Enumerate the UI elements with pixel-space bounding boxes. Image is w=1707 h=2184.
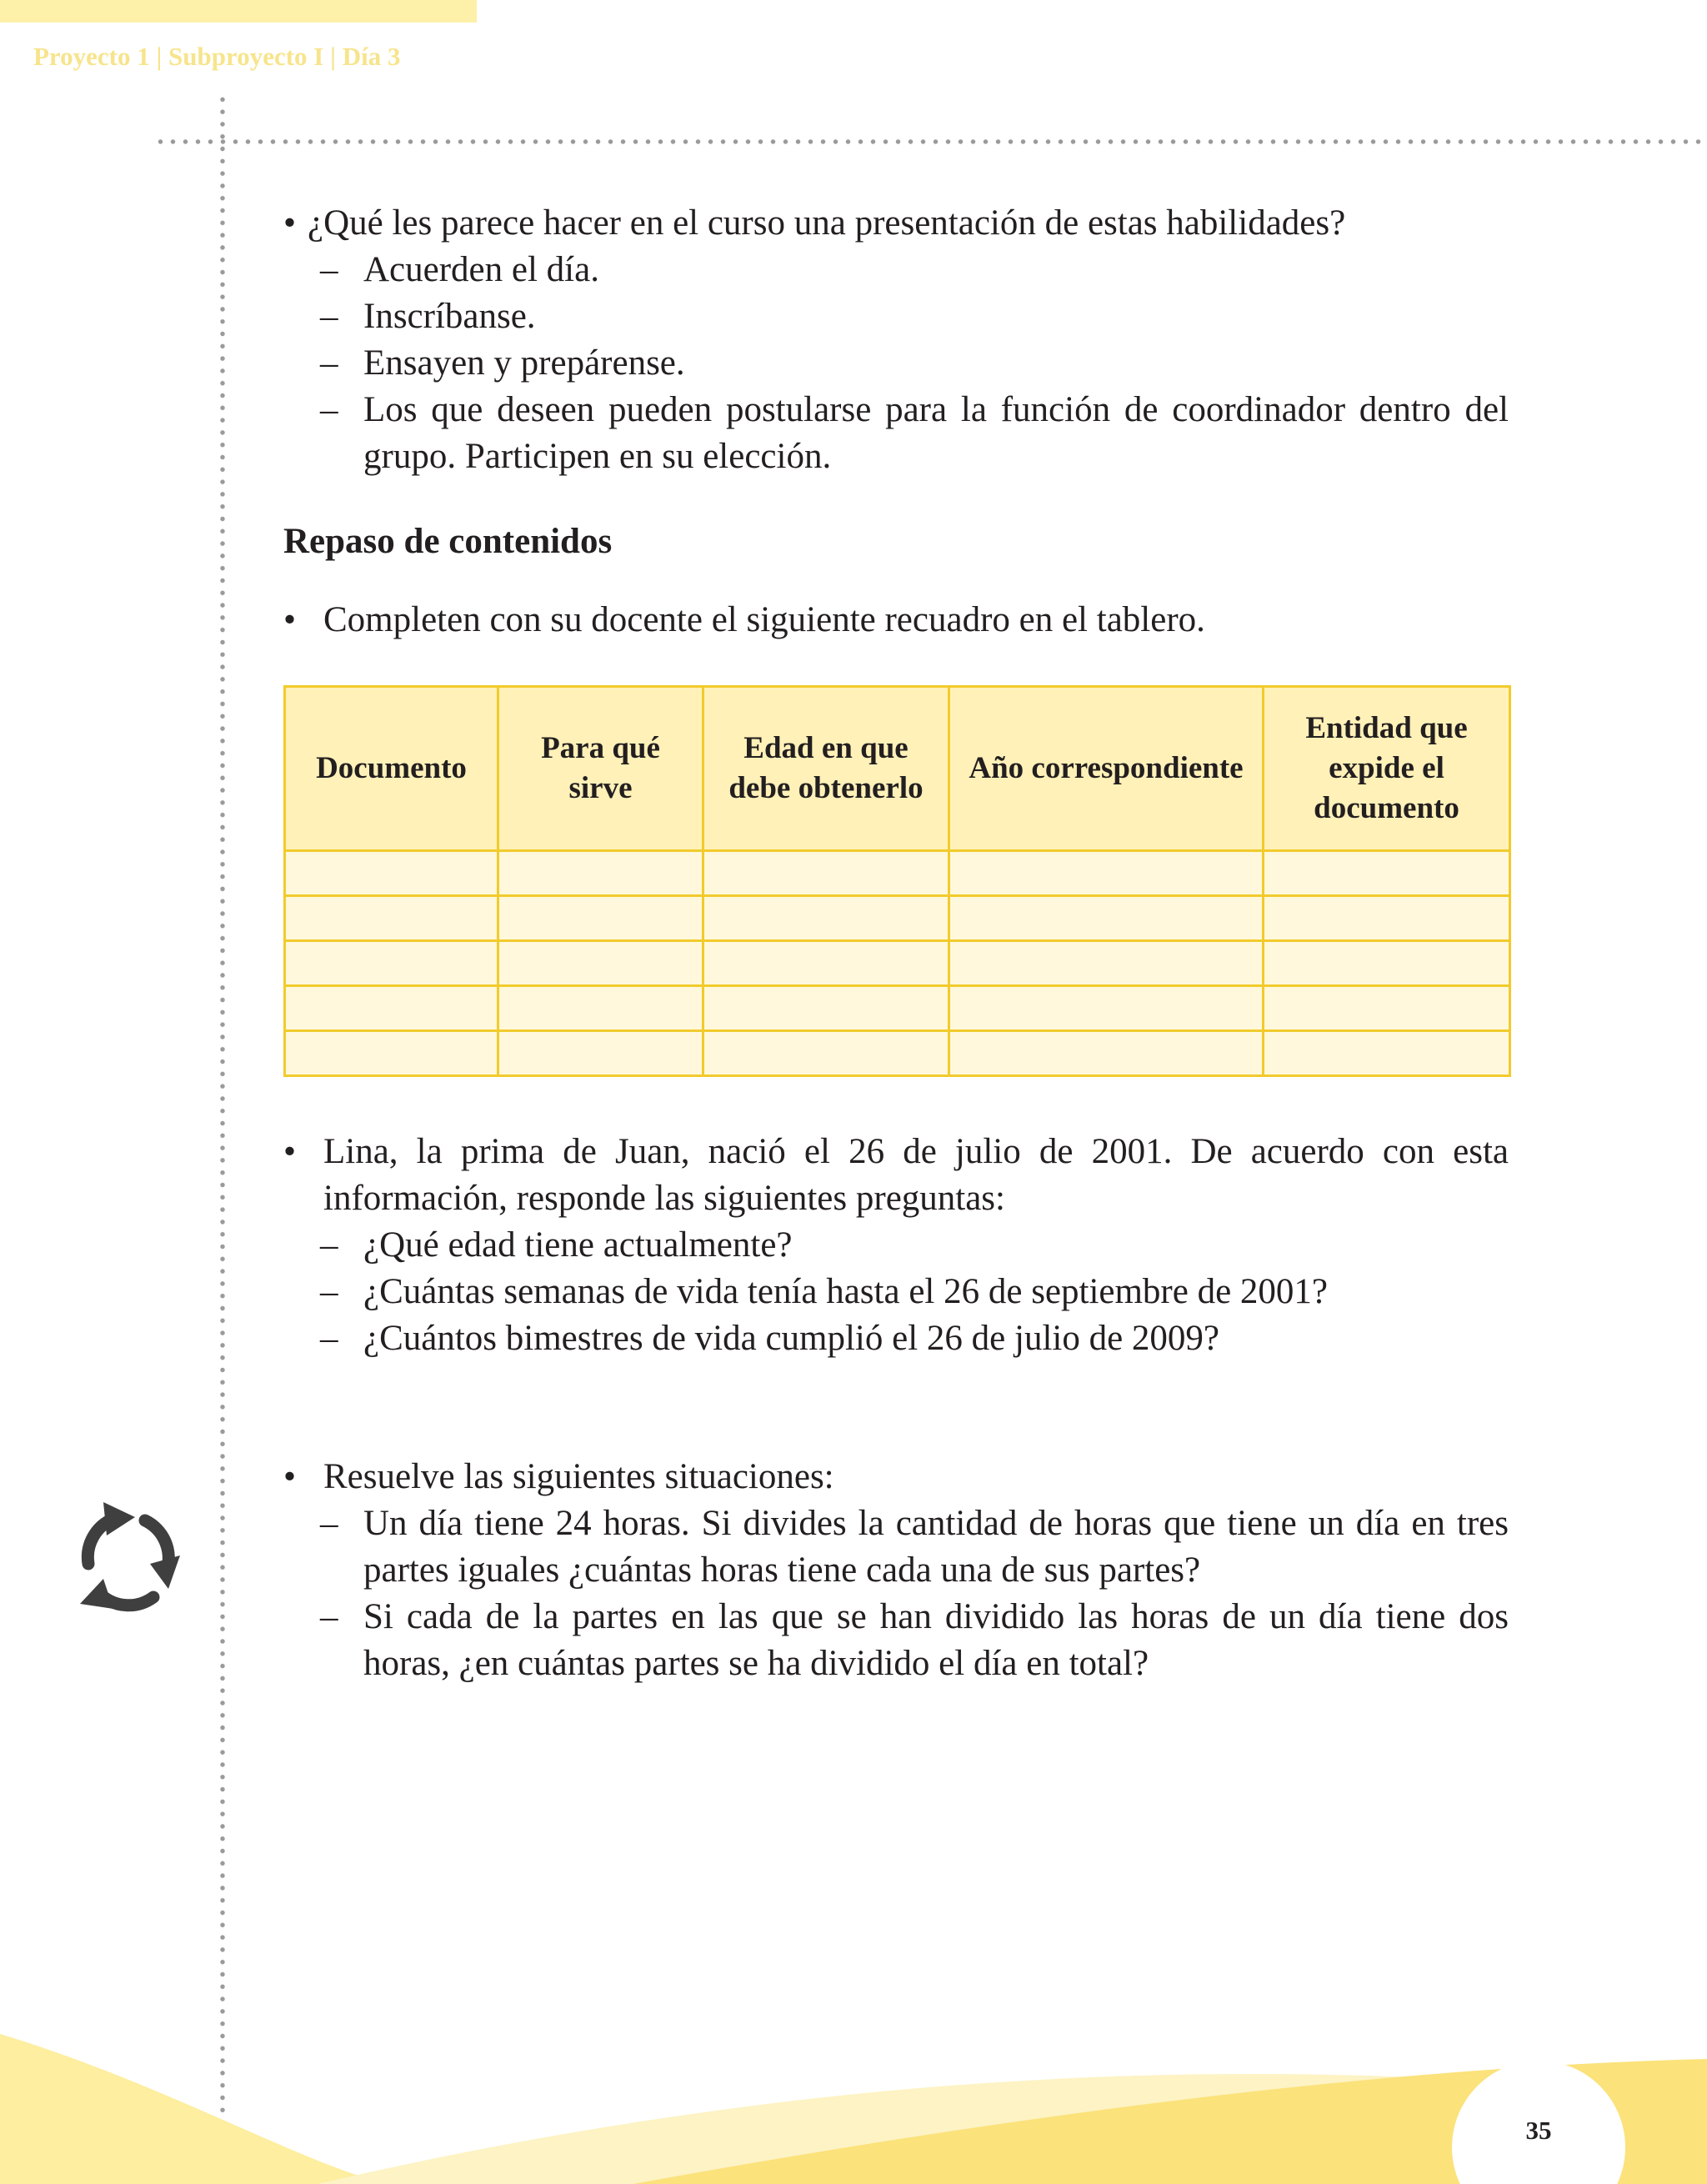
table-cell <box>285 1031 498 1076</box>
intro-list <box>283 247 1509 480</box>
footer-wave-decoration <box>0 2034 1707 2184</box>
table-row <box>285 986 1510 1031</box>
bullet-icon: • <box>283 203 297 243</box>
list-item: – ¿Qué edad tiene actualmente? <box>283 1222 1509 1269</box>
table-row <box>285 941 1510 986</box>
dash-icon: – <box>320 390 338 429</box>
table-cell <box>498 896 703 941</box>
bullet-icon: • <box>283 1132 297 1171</box>
dash-icon: – <box>320 1225 338 1265</box>
column-header: Documento <box>285 687 498 851</box>
dash-icon: – <box>320 343 338 383</box>
column-header: Para qué sirve <box>498 687 703 851</box>
table-cell <box>498 941 703 986</box>
wave-left <box>0 2034 392 2184</box>
dash-icon: – <box>320 1504 338 1543</box>
table-cell <box>703 1031 949 1076</box>
list-item: – Acuerden el día. <box>283 247 1509 293</box>
column-header: Año correspondiente <box>949 687 1264 851</box>
dotted-rule-vertical <box>219 93 226 2184</box>
bullet-icon: • <box>283 1457 297 1496</box>
running-head: Proyecto 1 | Subproyecto I | Día 3 <box>33 42 401 71</box>
table-cell <box>949 1031 1264 1076</box>
table-cell <box>703 896 949 941</box>
table-cell <box>949 941 1264 986</box>
dash-icon: – <box>320 250 338 289</box>
table-cell <box>1264 986 1510 1031</box>
arrow-head <box>103 1502 135 1535</box>
intro-question: • ¿Qué les parece hacer en el curso una presentación de estas habilidades? <box>283 200 1509 247</box>
recycle-arrows-icon <box>55 1484 198 1625</box>
dash-icon: – <box>320 1272 338 1311</box>
table-cell <box>285 851 498 896</box>
table-cell <box>703 941 949 986</box>
bullet-icon: • <box>283 600 297 639</box>
table-cell <box>949 851 1264 896</box>
table-row <box>285 851 1510 896</box>
dash-icon: – <box>320 297 338 336</box>
list-item: – Ensayen y prepárense. <box>283 340 1509 387</box>
table-cell <box>498 1031 703 1076</box>
review-table <box>283 685 1511 1077</box>
arrow-head <box>150 1555 180 1589</box>
section-heading: Repaso de contenidos <box>283 522 613 561</box>
table-row <box>285 896 1510 941</box>
table-cell <box>1264 851 1510 896</box>
list-item: – Si cada de la partes en las que se han dividido las horas de un día tiene dos horas, ¿en cuántas partes se ha dividido el día en total? <box>283 1594 1509 1687</box>
list-item: – ¿Cuántos bimestres de vida cumplió el 26 de julio de 2009? <box>283 1315 1509 1362</box>
list-item: – Un día tiene 24 horas. Si divides la cantidad de horas que tiene un día en tres partes iguales ¿cuántas horas tiene cada una de sus partes? <box>283 1500 1509 1594</box>
table-cell <box>949 896 1264 941</box>
table-cell <box>285 986 498 1031</box>
table-cell <box>1264 1031 1510 1076</box>
table-cell <box>1264 896 1510 941</box>
dash-icon: – <box>320 1319 338 1358</box>
table-row <box>285 1031 1510 1076</box>
page-content <box>283 200 1509 1687</box>
dash-icon: – <box>320 1597 338 1636</box>
list-item: – ¿Cuántas semanas de vida tenía hasta el 26 de septiembre de 2001? <box>283 1269 1509 1315</box>
review-instruction: • Completen con su docente el siguiente recuadro en el tablero. <box>283 597 1509 644</box>
table-cell <box>949 986 1264 1031</box>
lina-question-list <box>283 1222 1509 1362</box>
situations-list <box>283 1500 1509 1687</box>
table-cell <box>285 941 498 986</box>
table-cell <box>498 986 703 1031</box>
table-cell <box>703 851 949 896</box>
situations-paragraph: • Resuelve las siguientes situaciones: <box>283 1454 1509 1500</box>
dotted-rule-horizontal <box>154 138 1707 145</box>
table-cell <box>498 851 703 896</box>
column-header: Edad en que debe obtenerlo <box>703 687 949 851</box>
top-color-bar <box>0 0 477 23</box>
list-item: – Los que deseen pueden postularse para la función de coordinador dentro del grupo. Participen en su elección. <box>283 387 1509 480</box>
table-cell <box>703 986 949 1031</box>
lina-paragraph: • Lina, la prima de Juan, nació el 26 de julio de 2001. De acuerdo con esta información, responde las siguientes preguntas: <box>283 1129 1509 1222</box>
table-header-row <box>285 687 1510 851</box>
table-cell <box>285 896 498 941</box>
list-item: – Inscríbanse. <box>283 293 1509 340</box>
column-header: Entidad que expide el documento <box>1264 687 1510 851</box>
page-number: 35 <box>1525 2116 1552 2145</box>
table-cell <box>1264 941 1510 986</box>
arrow-head <box>80 1579 113 1609</box>
